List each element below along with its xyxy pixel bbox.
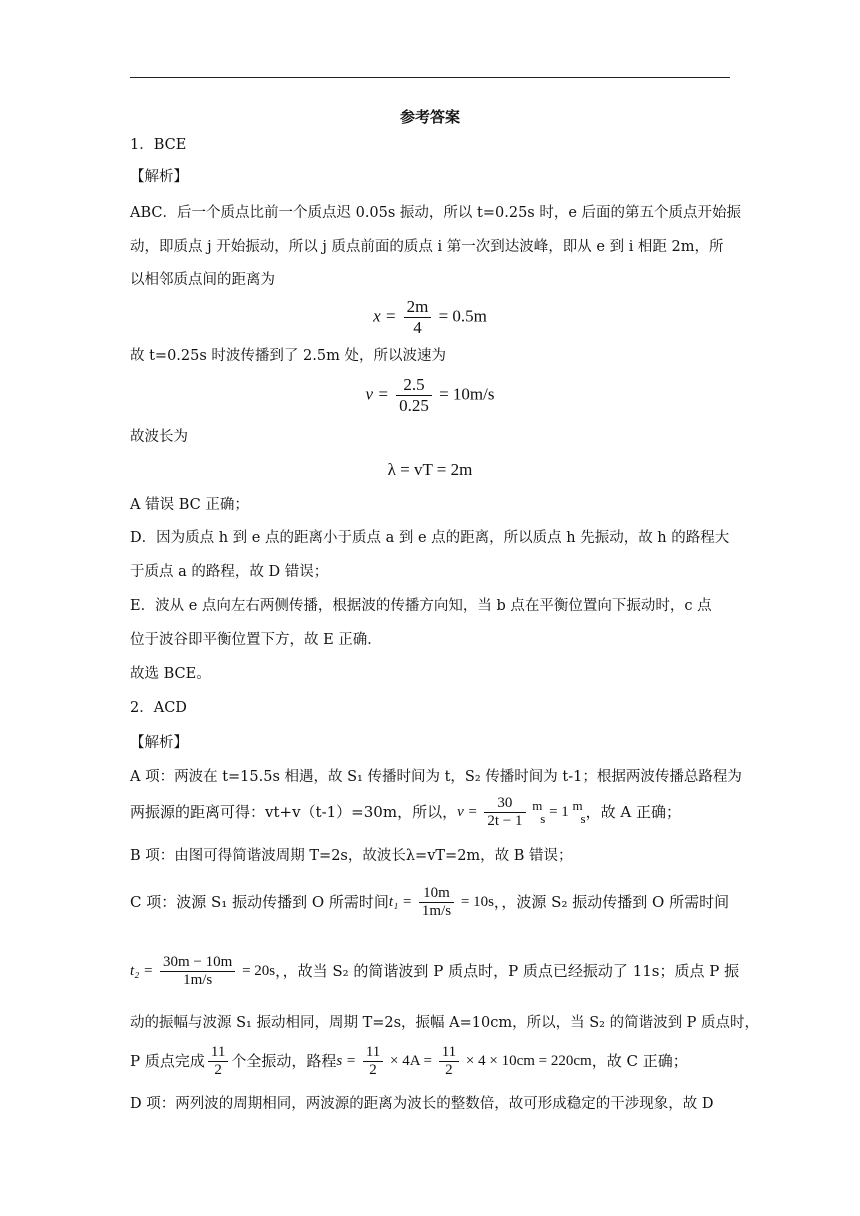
page-title: 参考答案 <box>399 108 460 126</box>
q2-itemC-line2: t₂ = $\frac{30m - 10m}{1m/s}$ = 20s ，，故当 S₂ 的简谐波到 P 质点时，P 质点已经振动了 11s；质点 P 振 <box>130 953 740 988</box>
header-rule <box>130 77 730 78</box>
q1-para7: 故选 BCE。 <box>130 666 211 682</box>
q1-para1-line1: ABC．后一个质点比前一个质点迟 0.05s 振动，所以 t=0.25s 时，e 后面的第五个质点开始振 <box>130 205 742 221</box>
q1-para5-line1: D．因为质点 h 到 e 点的距离小于质点 a 到 e 点的距离，所以质点 h 先振动，故 h 的路程大 <box>130 530 730 546</box>
q1-para4: A 错误 BC 正确； <box>130 497 249 513</box>
q1-equation-distance: x = $\frac{2m}{4}$ = 0.5m <box>373 297 487 337</box>
q1-para1-line3: 以相邻质点间的距离为 <box>130 272 275 288</box>
q2-itemA-line2: 两振源的距离可得：vt+v（t-1）=30m，所以， v = $\frac{30}{2t - 1}$ m s = 1 m s ，故 A 正确； <box>130 794 681 829</box>
q1-answer: 1．BCE <box>130 137 187 153</box>
q1-analysis-label: 【解析】 <box>130 169 188 185</box>
q2-analysis-label: 【解析】 <box>130 735 188 751</box>
q2-itemC-line4: P 质点完成 $\frac{11}{2}$ 个全振动，路程 s = $\frac{11}{2}$ × 4A = $\frac{11}{2}$ × 4 × 10cm = 220cm ，故 C 正确； <box>130 1043 688 1078</box>
q1-para6-line2: 位于波谷即平衡位置下方，故 E 正确． <box>130 632 382 648</box>
q2-time2-equation: t₂ = $\frac{30m - 10m}{1m/s}$ = 20s <box>130 953 276 988</box>
q2-time1-equation: t₁ = $\frac{10m}{1m/s}$ = 10s <box>388 884 494 919</box>
q2-itemB: B 项：由图可得简谐波周期 T=2s，故波长λ=vT=2m，故 B 错误； <box>130 848 573 864</box>
q2-itemA-line1: A 项：两波在 t=15.5s 相遇，故 S₁ 传播时间为 t，S₂ 传播时间为 t-1；根据两波传播总路程为 <box>130 769 742 785</box>
q2-itemD-line1: D 项：两列波的周期相同，两波源的距离为波长的整数倍，故可形成稳定的干涉现象，故 D <box>130 1096 714 1112</box>
q1-para2: 故 t=0.25s 时波传播到了 2.5m 处，所以波速为 <box>130 348 446 364</box>
q2-answer: 2．ACD <box>130 700 187 716</box>
q2-speed-equation: v = $\frac{30}{2t - 1}$ m s = 1 m s <box>457 794 586 829</box>
q1-para3: 故波长为 <box>130 429 188 445</box>
q2-path-equation: s = $\frac{11}{2}$ × 4A = $\frac{11}{2}$ × 4 × 10cm = 220cm <box>336 1043 592 1078</box>
q2-itemC-line1: C 项：波源 S₁ 振动传播到 O 所需时间 t₁ = $\frac{10m}{1m/s}$ = 10s ，，波源 S₂ 振动传播到 O 所需时间 <box>130 884 730 919</box>
q1-equation-wavelength: λ = vT = 2m <box>387 460 473 479</box>
q1-equation-speed: v = $\frac{2.5}{0.25}$ = 10m/s <box>365 375 495 415</box>
q1-para1-line2: 动，即质点 j 开始振动，所以 j 质点前面的质点 i 第一次到达波峰，即从 e 到 i 相距 2m，所 <box>130 239 724 255</box>
q1-para5-line2: 于质点 a 的路程，故 D 错误； <box>130 564 329 580</box>
q2-itemC-line3: 动的振幅与波源 S₁ 振动相同，周期 T=2s，振幅 A=10cm，所以，当 S₂ 的简谐波到 P 质点时， <box>130 1015 760 1031</box>
q1-para6-line1: E．波从 e 点向左右两侧传播，根据波的传播方向知，当 b 点在平衡位置向下振动时，c 点 <box>130 598 712 614</box>
